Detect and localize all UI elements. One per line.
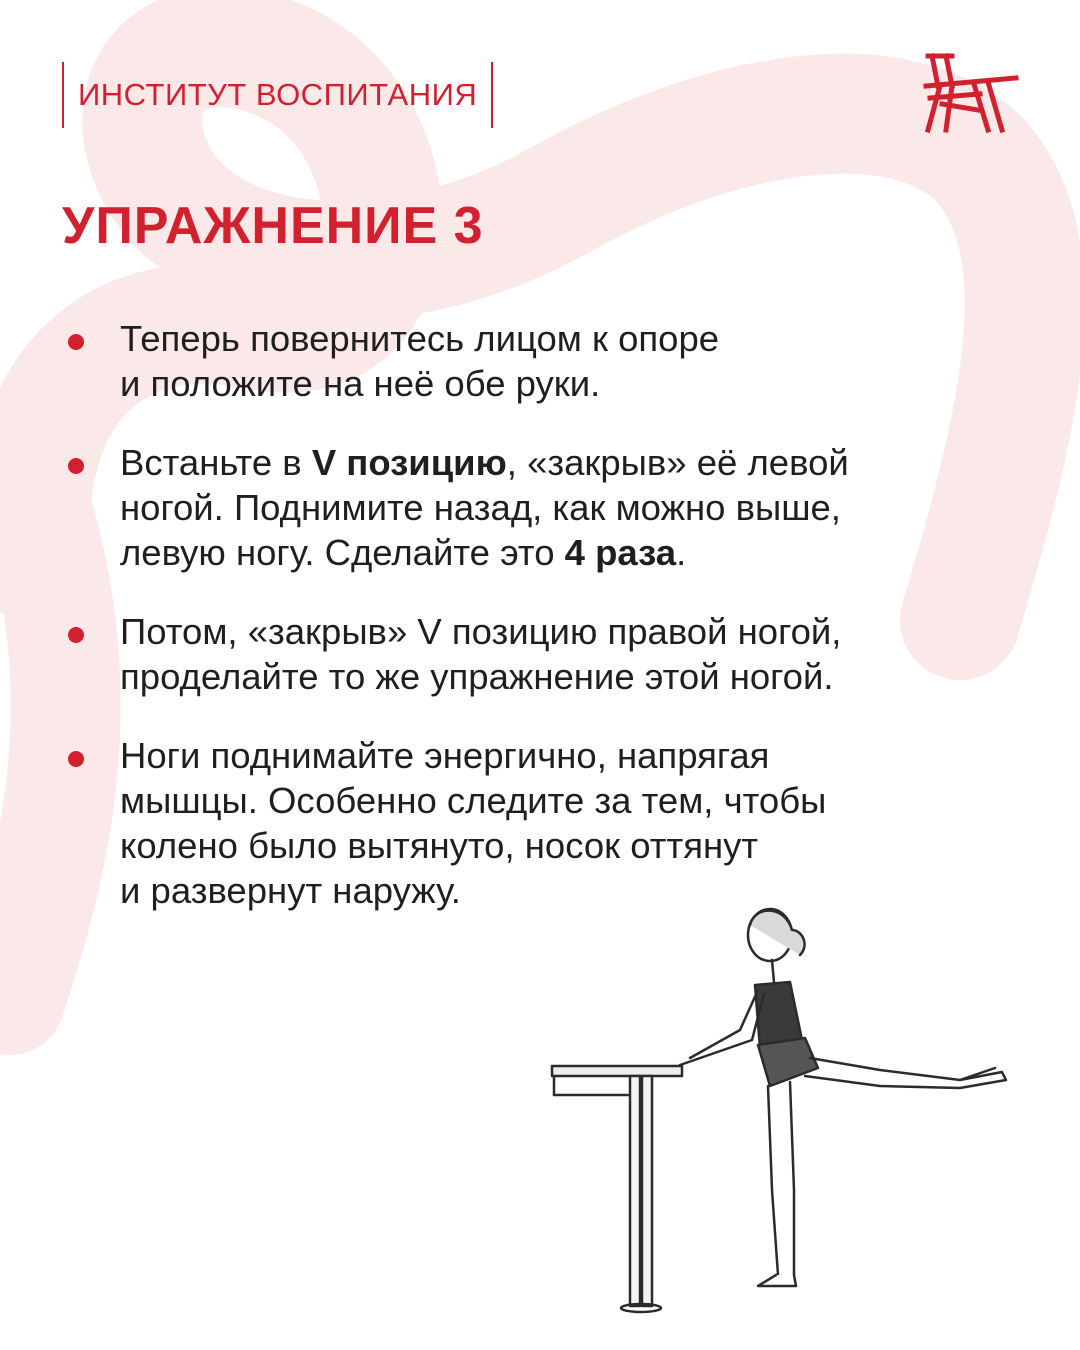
bullet-line bbox=[120, 485, 1028, 530]
chair-icon bbox=[918, 50, 1022, 134]
list-item bbox=[68, 609, 1028, 699]
list-item bbox=[68, 733, 1028, 913]
bullet-text: . bbox=[676, 532, 687, 573]
bullet-text: Теперь повернитесь лицом к опоре bbox=[120, 318, 720, 359]
bullet-text: ногой. Поднимите назад, как можно выше, bbox=[120, 487, 841, 528]
bullet-text: проделайте то же упражнение этой ногой. bbox=[120, 656, 834, 697]
bullet-text: левую ногу. Сделайте это bbox=[120, 532, 565, 573]
bullet-text: колено было вытянуто, носок оттянут bbox=[120, 825, 759, 866]
bullet-line bbox=[120, 778, 1028, 823]
bullet-line bbox=[120, 823, 1028, 868]
bullet-emphasis: V позицию bbox=[311, 442, 507, 483]
bullet-line bbox=[120, 440, 1028, 485]
bullet-line bbox=[120, 316, 1028, 361]
page-title: УПРАЖНЕНИЕ 3 bbox=[62, 197, 484, 255]
bullet-text: Встаньте в bbox=[120, 442, 312, 483]
bullet-text: и положите на неё обе руки. bbox=[120, 363, 601, 404]
brand-header bbox=[62, 62, 493, 128]
bullet-emphasis: 4 раза bbox=[564, 532, 677, 573]
bullet-dot-icon bbox=[68, 751, 84, 767]
bullet-text: и развернут наружу. bbox=[120, 870, 461, 911]
bullet-line bbox=[120, 609, 1028, 654]
ballet-barre-exercise-illustration bbox=[540, 890, 1040, 1330]
bullet-dot-icon bbox=[68, 627, 84, 643]
bullet-text: Потом, «закрыв» V позицию правой ногой, bbox=[120, 611, 842, 652]
bullet-dot-icon bbox=[68, 334, 84, 350]
bullet-dot-icon bbox=[68, 458, 84, 474]
bullet-line bbox=[120, 530, 1028, 575]
bullet-text: Ноги поднимайте энергично, напрягая bbox=[120, 735, 770, 776]
list-item bbox=[68, 440, 1028, 575]
bullet-text: мышцы. Особенно следите за тем, чтобы bbox=[120, 780, 827, 821]
instructions-list bbox=[68, 316, 1028, 947]
bullet-text: , «закрыв» её левой bbox=[506, 442, 849, 483]
list-item bbox=[68, 316, 1028, 406]
bullet-line bbox=[120, 361, 1028, 406]
bullet-line bbox=[120, 733, 1028, 778]
bullet-line bbox=[120, 654, 1028, 699]
brand-name: ИНСТИТУТ ВОСПИТАНИЯ bbox=[78, 77, 478, 112]
